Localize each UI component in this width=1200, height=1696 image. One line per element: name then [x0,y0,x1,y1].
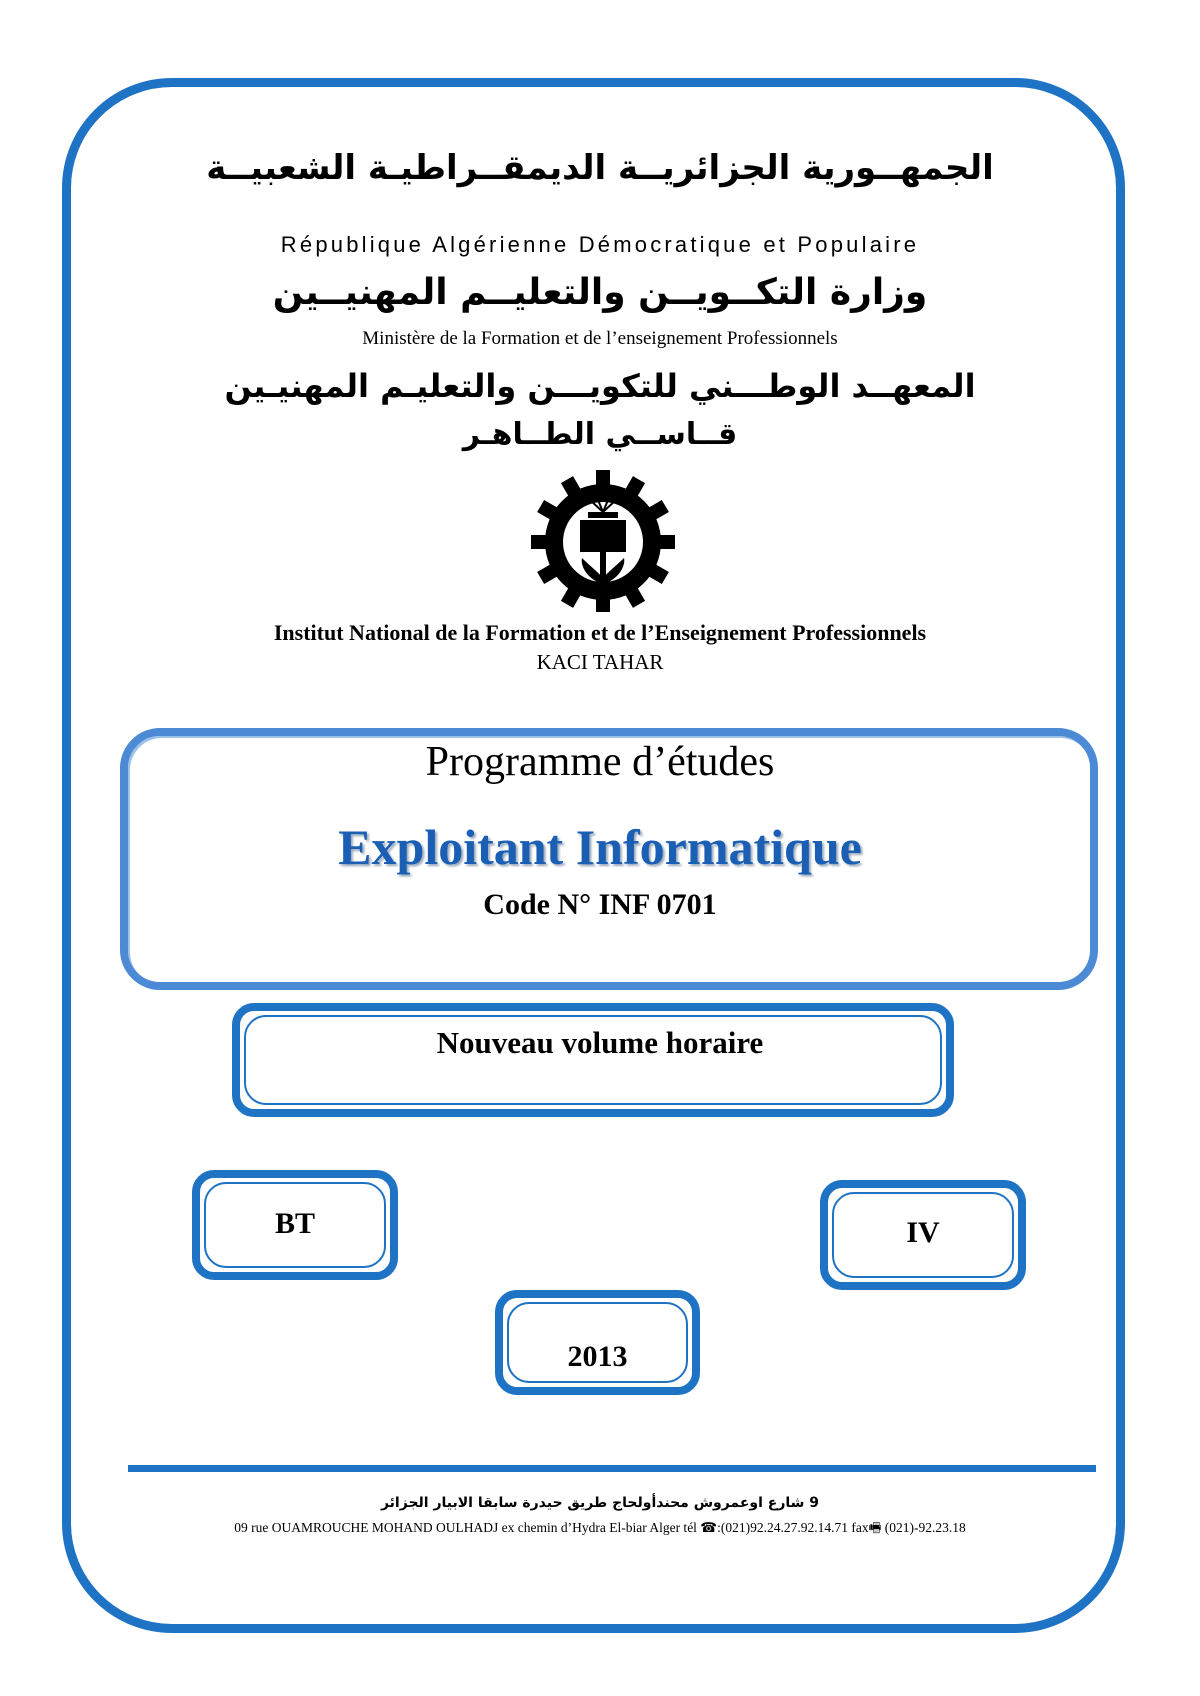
arabic-republic-title: الجمهــورية الجزائريــة الديمقــراطيـة الشعبيــة [206,148,994,188]
footer-divider [128,1465,1096,1472]
programme-title: Programme d’études [425,739,775,785]
arabic-address: 9 شارع اوعمروش محندأولحاج طريق حيدرة سابقا الابيار الجزائر [380,1495,820,1511]
french-ministry-title: Ministère de la Formation et de l’enseignement Professionnels [362,328,838,349]
grade-label: IV [906,1216,940,1249]
french-address: 09 rue OUAMROUCHE MOHAND OULHADJ ex chemin d’Hydra El-biar Alger tél ☎:(021)92.24.27.92.14.71 fax🖷 (021)-92.23.18 [234,1520,966,1535]
french-republic-title: République Algérienne Démocratique et Populaire [280,232,920,257]
arabic-ministry-title: وزارة التكــويــن والتعليــم المهنيــين [272,272,928,313]
french-kaci-tahar: KACI TAHAR [536,650,664,674]
year-label: 2013 [567,1340,628,1373]
institute-gear-logo-icon [528,462,678,612]
volume-label: Nouveau volume horaire [436,1025,764,1060]
diploma-label: BT [274,1207,316,1240]
programme-name: Exploitant Informatique [338,819,862,875]
programme-code: Code N° INF 0701 [483,888,717,921]
arabic-kaci-tahar: قــاســي الطــاهـر [462,417,738,452]
french-institute-title: Institut National de la Formation et de l’Enseignement Professionnels [273,620,927,645]
arabic-institute-title: المعهــد الوطـــني للتكويـــن والتعليـم المهنيـين [224,367,976,405]
